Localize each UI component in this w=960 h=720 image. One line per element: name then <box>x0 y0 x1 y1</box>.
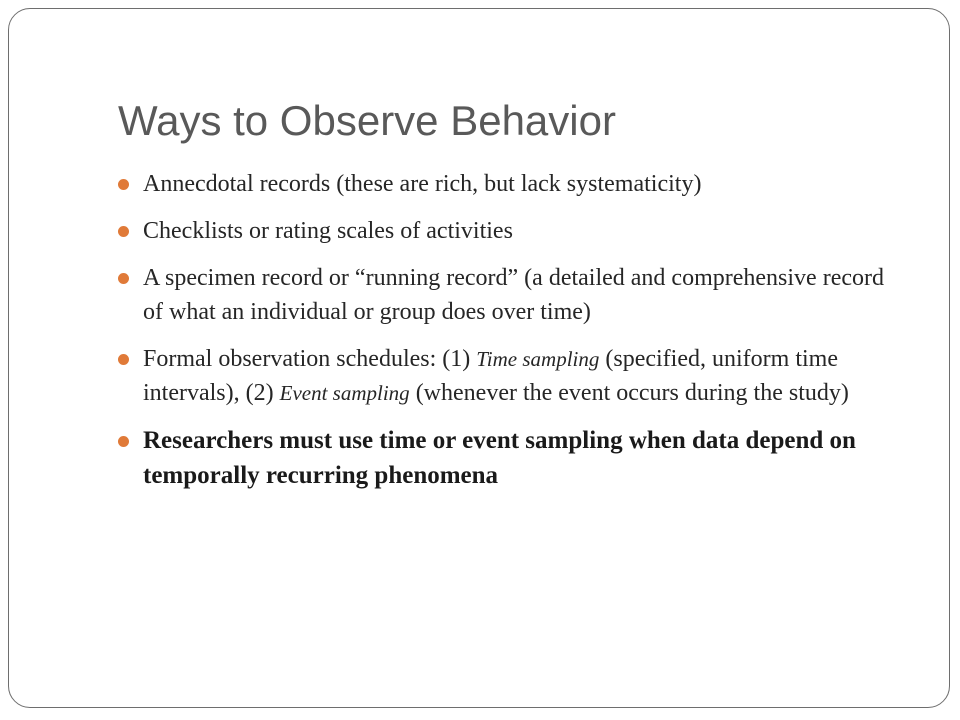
bullet-item-emphasis <box>115 423 905 493</box>
bullet-text: Checklists or rating scales of activities <box>143 218 513 244</box>
bullet-dot-icon <box>118 179 129 190</box>
bullet-item <box>115 167 905 201</box>
slide-title: Ways to Observe Behavior <box>118 97 616 144</box>
bullet-text-part: Formal observation schedules: (1) <box>143 346 477 372</box>
bullet-dot-icon <box>118 226 129 237</box>
bullet-item <box>115 214 905 248</box>
bullet-dot-icon <box>118 436 129 447</box>
bullet-text: Researchers must use time or event sampling when data depend on temporally recurring phenomena <box>143 427 856 489</box>
bullet-item <box>115 342 905 410</box>
bullet-text-part: (specified, uniform time intervals), (2) <box>143 346 838 406</box>
slide-frame <box>8 8 950 708</box>
event-sampling-term: Event sampling <box>279 381 410 405</box>
time-sampling-term: Time sampling <box>476 347 600 371</box>
bullet-item <box>115 261 905 329</box>
bullet-text: A specimen record or “running record” (a detailed and comprehensive record of what an individual or group does over time) <box>143 265 884 325</box>
bullet-dot-icon <box>118 354 129 365</box>
bullet-dot-icon <box>118 273 129 284</box>
bullet-list <box>115 167 905 506</box>
bullet-text: Annecdotal records (these are rich, but lack systematicity) <box>143 171 702 197</box>
bullet-text-part: (whenever the event occurs during the study) <box>409 380 849 406</box>
